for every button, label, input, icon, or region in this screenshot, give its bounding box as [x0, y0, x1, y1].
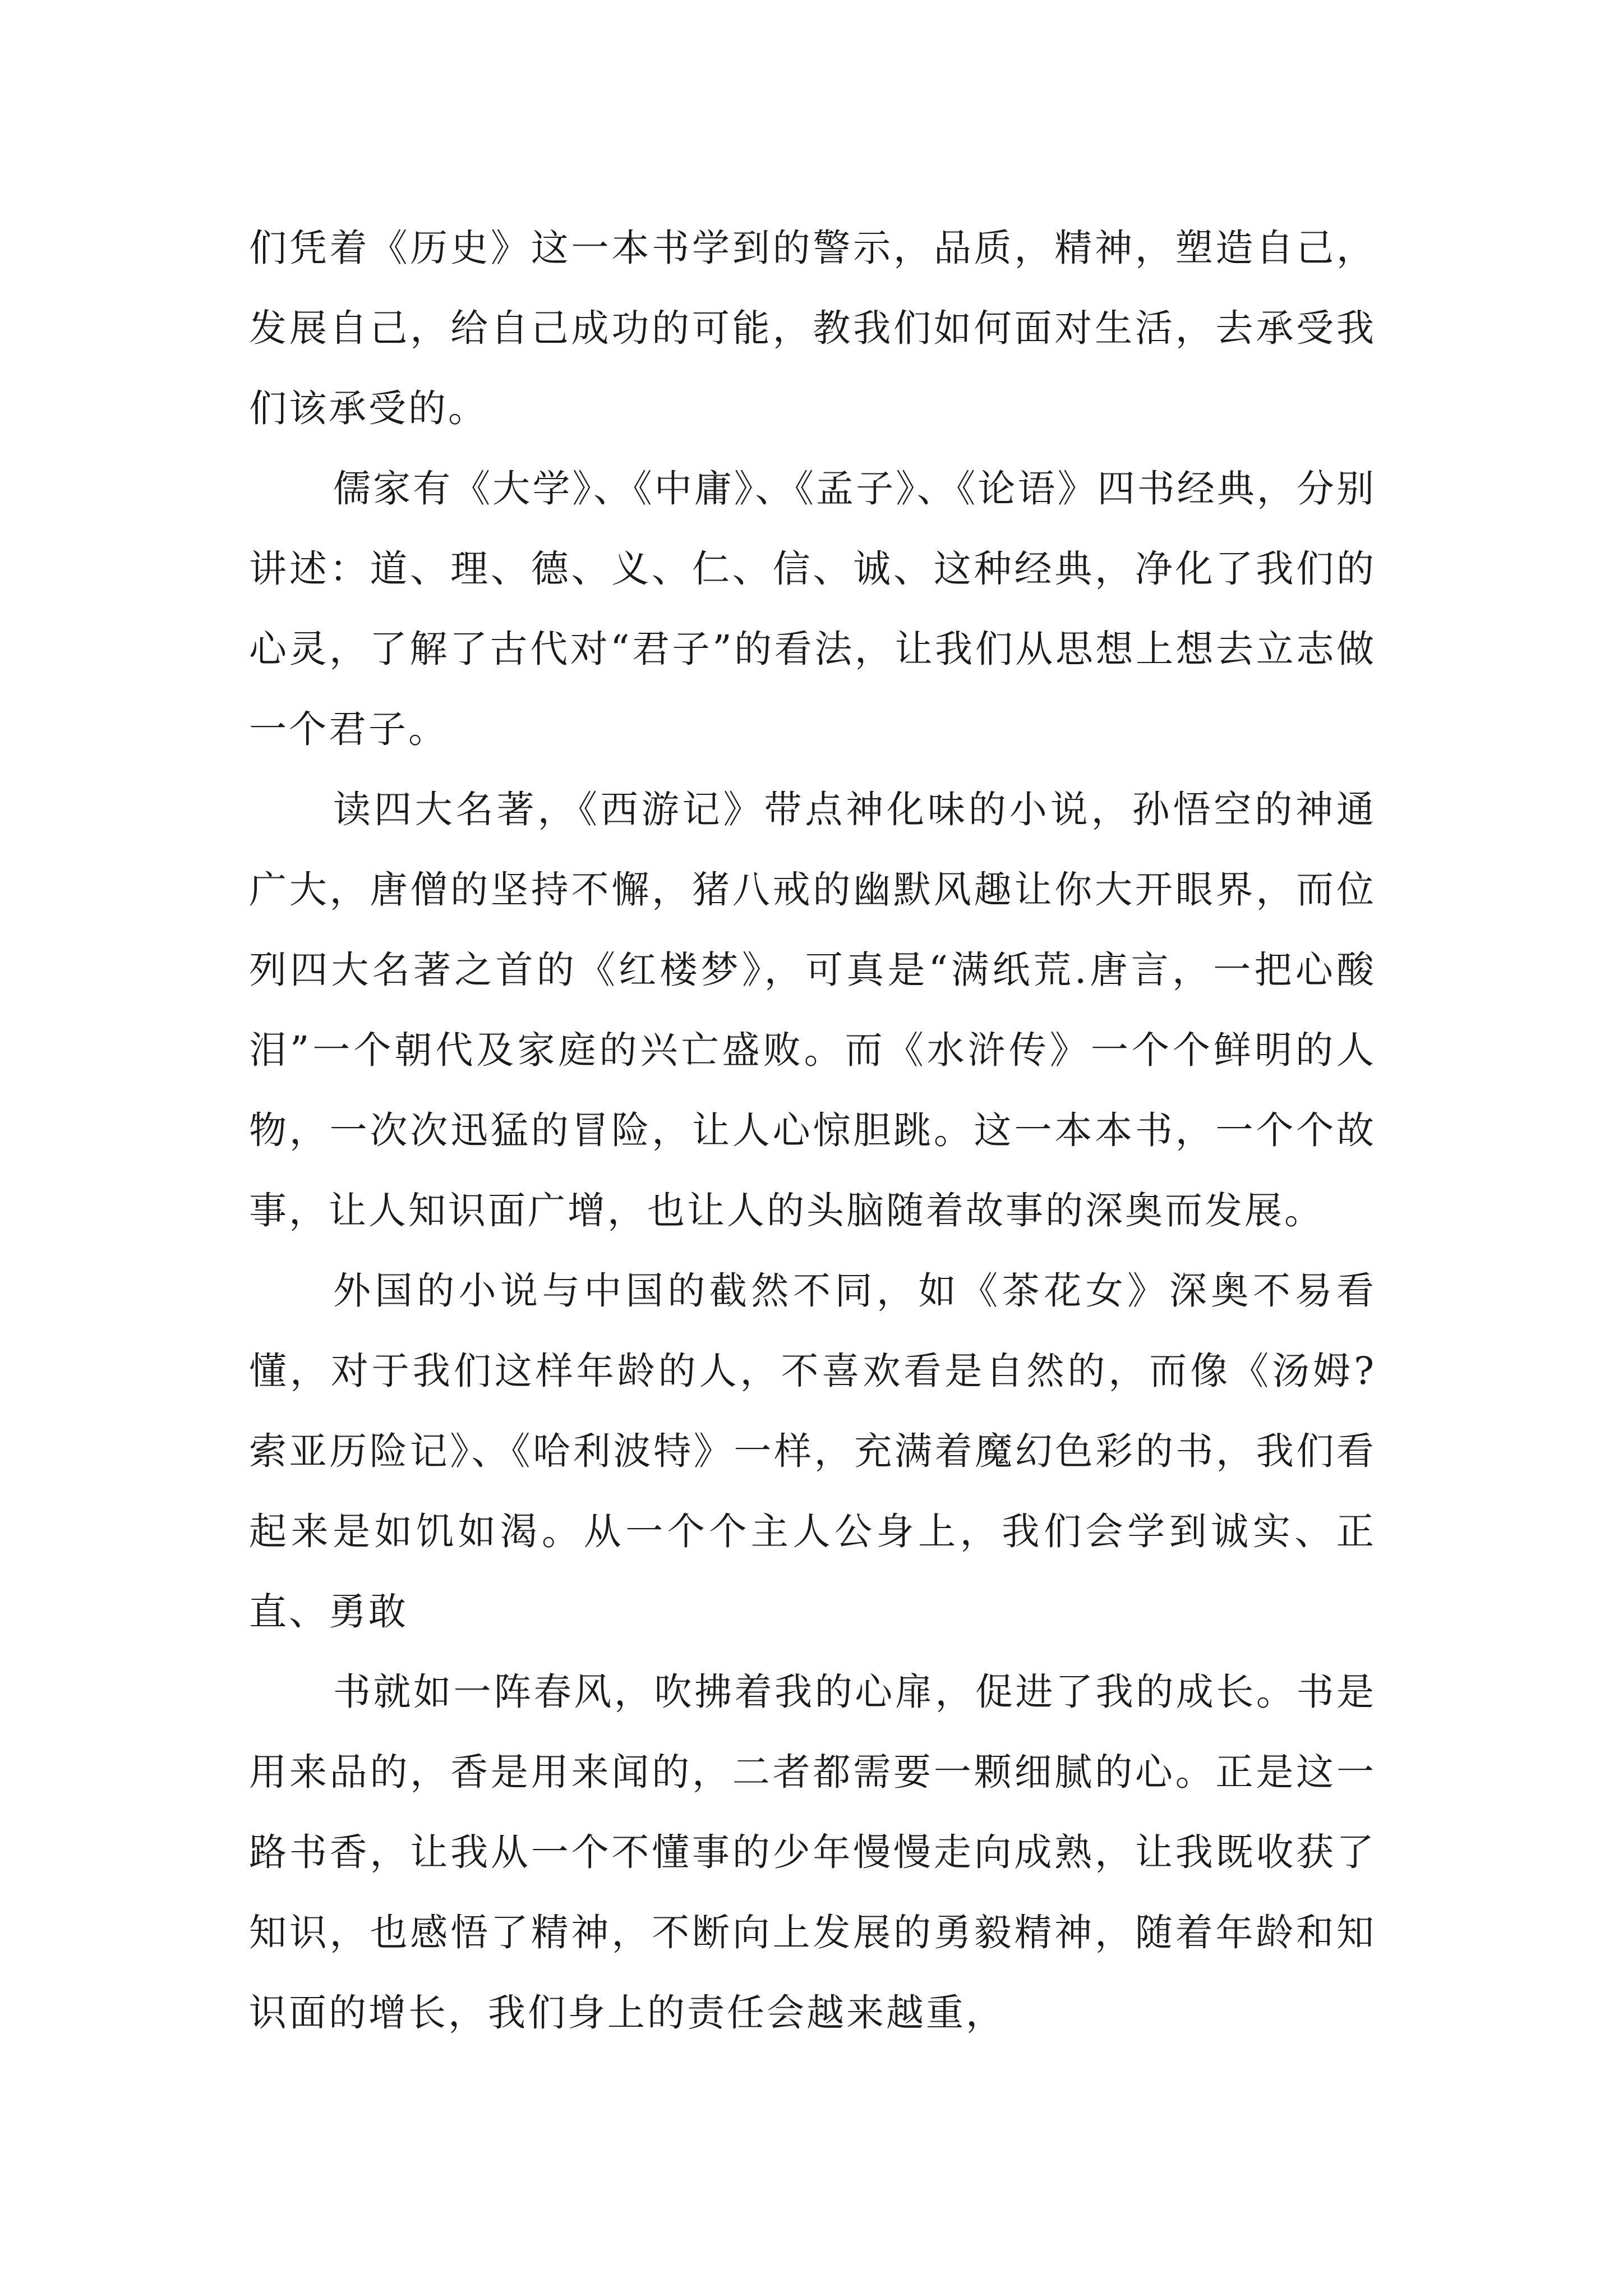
- paragraph-books-growth: 书就如一阵春风，吹拂着我的心扉，促进了我的成长。书是用来品的，香是用来闻的，二者都需要一颗细腻的心。正是这一路书香，让我从一个不懂事的少年慢慢走向成熟，让我既收获了知识，也感悟了精神，不断向上发展的勇毅精神，随着年龄和知识面的增长，我们身上的责任会越来越重，: [249, 1670, 1376, 2035]
- paragraph-four-classic-novels: 读四大名著，《西游记》带点神化味的小说，孙悟空的神通广大，唐僧的坚持不懈，猪八戒的幽默风趣让你大开眼界，而位列四大名著之首的《红楼梦》，可真是“满纸荒.唐言，一把心酸泪”一个朝代及家庭的兴亡盛败。而《水浒传》一个个鲜明的人物，一次次迅猛的冒险，让人心惊胆跳。这一本本书，一个个故事，让人知识面广增，也让人的头脑随着故事的深奥而发展。: [249, 788, 1376, 1232]
- paragraph-confucian-classics: 儒家有《大学》、《中庸》、《孟子》、《论语》四书经典，分别讲述：道、理、德、义、仁、信、诚、这种经典，净化了我们的心灵，了解了古代对“君子”的看法，让我们从思想上想去立志做一个君子。: [249, 467, 1376, 751]
- paragraph-continuation: 们凭着《历史》这一本书学到的警示，品质，精神，塑造自己，发展自己，给自己成功的可能，教我们如何面对生活，去承受我们该承受的。: [249, 226, 1376, 430]
- paragraph-foreign-novels: 外国的小说与中国的截然不同，如《茶花女》深奥不易看懂，对于我们这样年龄的人，不喜欢看是自然的，而像《汤姆?索亚历险记》、《哈利波特》一样，充满着魔幻色彩的书，我们看起来是如饥如渴。从一个个主人公身上，我们会学到诚实、正直、勇敢: [249, 1269, 1376, 1634]
- body-text: [249, 208, 1376, 2053]
